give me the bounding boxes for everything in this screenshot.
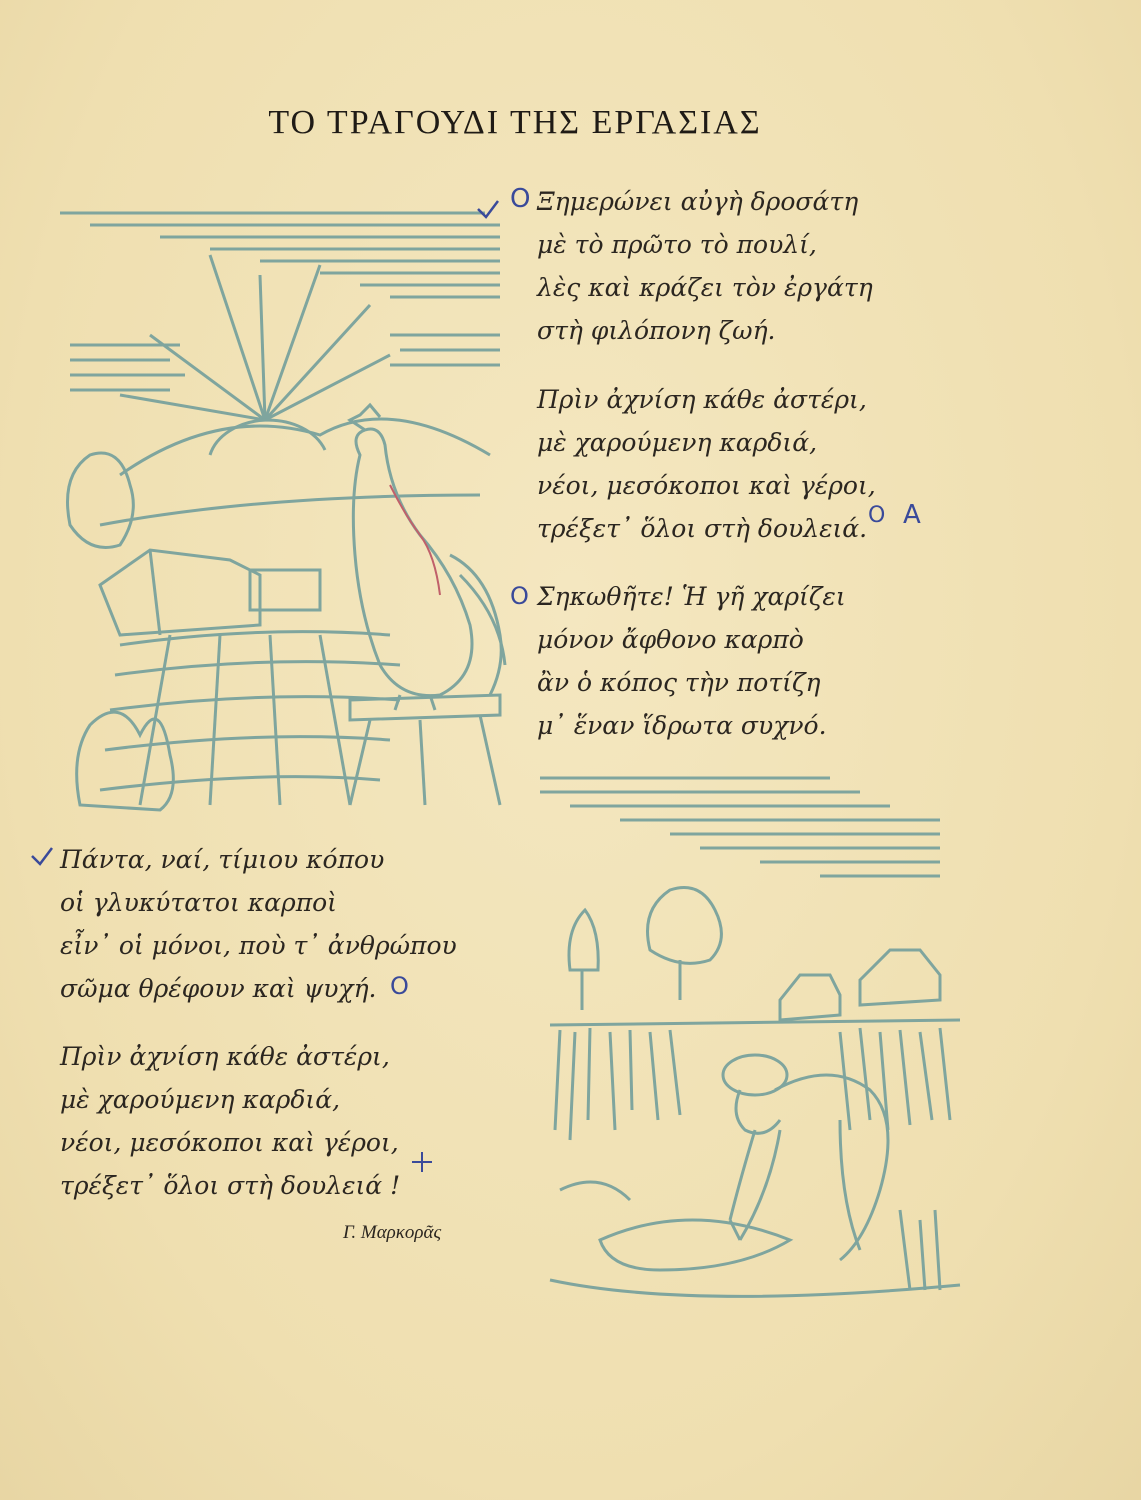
verse-line: τρέξετ᾽ ὅλοι στὴ δουλειά.: [537, 514, 868, 543]
verse-line: Πρὶν ἀχνίση κάθε ἀστέρι,: [60, 1042, 390, 1071]
verse-line: λὲς καὶ κράζει τὸν ἐργάτη: [537, 273, 873, 302]
verse-line: στὴ φιλόπονη ζωή.: [537, 316, 776, 345]
verse-line: Πάντα, ναί, τίμιου κόπου: [60, 845, 385, 874]
verse-line: μὲ χαρούμενη καρδιά,: [537, 428, 818, 457]
verse-line: τρέξετ᾽ ὅλοι στὴ δουλειά !: [60, 1171, 401, 1200]
pen-check-mark: [474, 195, 504, 225]
handwritten-mark: O: [390, 972, 409, 1000]
verse-line: μὲ τὸ πρῶτο τὸ πουλί,: [537, 230, 817, 259]
stanza-1: [537, 180, 873, 352]
verse-line: μ᾽ ἕναν ἵδρωτα συχνό.: [537, 711, 827, 740]
verse-line: ἂν ὁ κόπος τὴν ποτίζη: [537, 668, 821, 697]
harvester-field-illustration: [540, 770, 970, 1310]
stanza-2: [537, 378, 876, 550]
verse-line: μόνον ἄφθονο καρπὸ: [537, 625, 804, 654]
verse-line: οἱ γλυκύτατοι καρποὶ: [60, 888, 337, 917]
author-signature: Γ. Μαρκορᾶς: [343, 1222, 442, 1243]
verse-line: νέοι, μεσόκοποι καὶ γέροι,: [537, 471, 876, 500]
rooster-sunrise-illustration: [60, 195, 520, 815]
verse-line: μὲ χαρούμενη καρδιά,: [60, 1085, 341, 1114]
verse-line: Ξημερώνει αὐγὴ δροσάτη: [537, 187, 859, 216]
stanza-3: [537, 575, 846, 747]
verse-line: σῶμα θρέφουν καὶ ψυχή.: [60, 974, 377, 1003]
handwritten-mark: O: [868, 503, 886, 528]
verse-line: Σηκωθῆτε! Ἡ γῆ χαρίζει: [537, 582, 846, 611]
verse-line: Πρὶν ἀχνίση κάθε ἀστέρι,: [537, 385, 867, 414]
pen-check-mark: [28, 842, 58, 872]
pen-asterisk-mark: [410, 1150, 434, 1174]
handwritten-mark: O: [510, 184, 531, 214]
handwritten-mark: A: [903, 500, 921, 530]
handwritten-mark: O: [510, 582, 529, 610]
verse-line: νέοι, μεσόκοποι καὶ γέροι,: [60, 1128, 399, 1157]
page-title: ΤΟ ΤΡΑΓΟΥΔΙ ΤΗΣ ΕΡΓΑΣΙΑΣ: [268, 104, 762, 141]
verse-line: εἶν᾽ οἱ μόνοι, ποὺ τ᾽ ἀνθρώπου: [60, 931, 457, 960]
stanza-5: [60, 1035, 400, 1207]
